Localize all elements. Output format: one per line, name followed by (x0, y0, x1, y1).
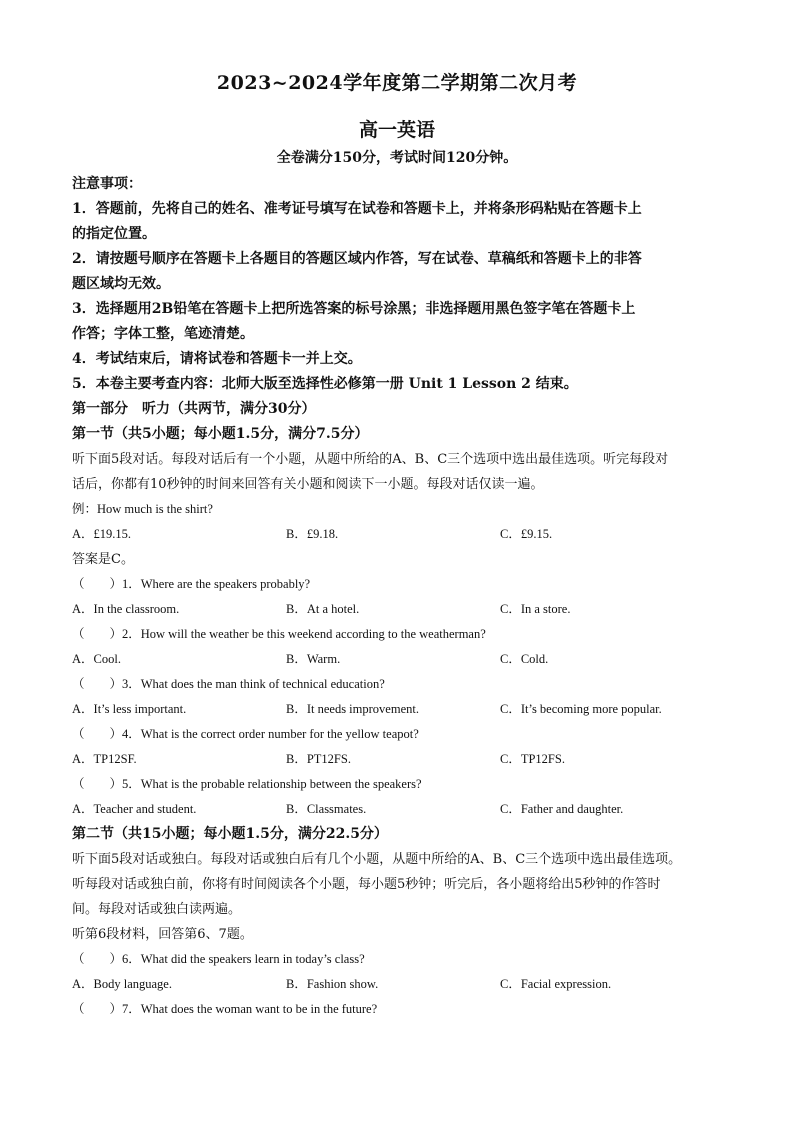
question-5: （ ）5．What is the probable relationship between the speakers? (72, 777, 422, 791)
question-7: （ ）7．What does the woman want to be in the future? (72, 1002, 378, 1016)
note-line: 5．本卷主要考查内容：北师大版至选择性必修第一册 Unit 1 Lesson 2 结束。 (72, 376, 578, 392)
option-c[interactable]: C．Father and daughter. (500, 802, 624, 816)
option-c: C．£9.15. (500, 527, 553, 541)
note-line: 1．答题前，先将自己的姓名、准考证号填写在试卷和答题卡上，并将条形码粘贴在答题卡上 (72, 201, 642, 217)
note-line: 作答；字体工整，笔迹清楚。 (72, 326, 254, 342)
question-1-options (72, 597, 726, 622)
notes-heading: 注意事项： (72, 176, 142, 192)
option-b[interactable]: B．At a hotel. (286, 602, 360, 616)
note-line: 2．请按题号顺序在答题卡上各题目的答题区域内作答，写在试卷、草稿纸和答题卡上的非答 (72, 251, 642, 267)
subject-title: 高一英语 (358, 119, 435, 141)
note-line: 3．选择题用2B铅笔在答题卡上把所选答案的标号涂黑；非选择题用黑色签字笔在答题卡上 (72, 301, 636, 317)
example-answer: 答案是C。 (72, 552, 134, 567)
question-2-options (72, 647, 726, 672)
section2-heading: 第二节（共15小题；每小题1.5分，满分22.5分） (72, 826, 388, 842)
option-c[interactable]: C．Facial expression. (500, 977, 612, 991)
note-line: 4．考试结束后，请将试卷和答题卡一并上交。 (72, 351, 362, 367)
part1-heading: 第一部分 听力（共两节，满分30分） (72, 401, 316, 417)
question-3-options (72, 697, 726, 722)
option-c[interactable]: C．In a store. (500, 602, 571, 616)
option-c[interactable]: C．TP12FS. (500, 752, 565, 766)
question-6-options (72, 972, 726, 997)
option-c[interactable]: C．Cold. (500, 652, 549, 666)
option-a[interactable]: A．In the classroom. (72, 602, 180, 616)
question-6: （ ）6．What did the speakers learn in today’s class? (72, 952, 365, 966)
question-1: （ ）1．Where are the speakers probably? (72, 577, 311, 591)
question-3: （ ）3．What does the man think of technical education? (72, 677, 385, 691)
option-b[interactable]: B．Fashion show. (286, 977, 379, 991)
section2-instruction: 听下面5段对话或独白。每段对话或独白后有几个小题，从题中所给的A、B、C三个选项中选出最佳选项。 (72, 852, 682, 867)
section1-instruction: 听下面5段对话。每段对话后有一个小题，从题中所给的A、B、C三个选项中选出最佳选项。听完每段对 (72, 452, 669, 467)
section2-instruction: 听每段对话或独白前，你将有时间阅读各个小题，每小题5秒钟；听完后，各小题将给出5秒钟的作答时 (72, 877, 661, 892)
note-line: 题区域均无效。 (72, 276, 170, 292)
question-2: （ ）2．How will the weather be this weekend according to the weatherman? (72, 627, 486, 641)
question-4: （ ）4．What is the correct order number for the yellow teapot? (72, 727, 419, 741)
exam-content (72, 172, 726, 1022)
note-line: 的指定位置。 (72, 226, 156, 242)
example-options (72, 522, 726, 547)
option-a[interactable]: A．TP12SF. (72, 752, 137, 766)
option-a[interactable]: A．Teacher and student. (72, 802, 197, 816)
example-question: 例：How much is the shirt? (72, 502, 213, 516)
question-5-options (72, 797, 726, 822)
option-a[interactable]: A．It’s less important. (72, 702, 187, 716)
exam-title: 2023~2024学年度第二学期第二次月考 (216, 72, 578, 94)
option-a[interactable]: A．Body language. (72, 977, 172, 991)
question-4-options (72, 747, 726, 772)
section1-instruction: 话后，你都有10秒钟的时间来回答有关小题和阅读下一小题。每段对话仅读一遍。 (72, 477, 544, 492)
option-a[interactable]: A．Cool. (72, 652, 121, 666)
option-b[interactable]: B．It needs improvement. (286, 702, 419, 716)
option-a: A．£19.15. (72, 527, 132, 541)
option-c[interactable]: C．It’s becoming more popular. (500, 702, 662, 716)
material-note: 听第6段材料，回答第6、7题。 (72, 927, 253, 942)
section1-heading: 第一节（共5小题；每小题1.5分，满分7.5分） (72, 426, 369, 442)
score-line: 全卷满分150分，考试时间120分钟。 (276, 150, 518, 166)
option-b[interactable]: B．Classmates. (286, 802, 367, 816)
option-b[interactable]: B．Warm. (286, 652, 341, 666)
option-b[interactable]: B．PT12FS. (286, 752, 351, 766)
section2-instruction: 间。每段对话或独白读两遍。 (72, 902, 242, 917)
option-b: B．£9.18. (286, 527, 339, 541)
